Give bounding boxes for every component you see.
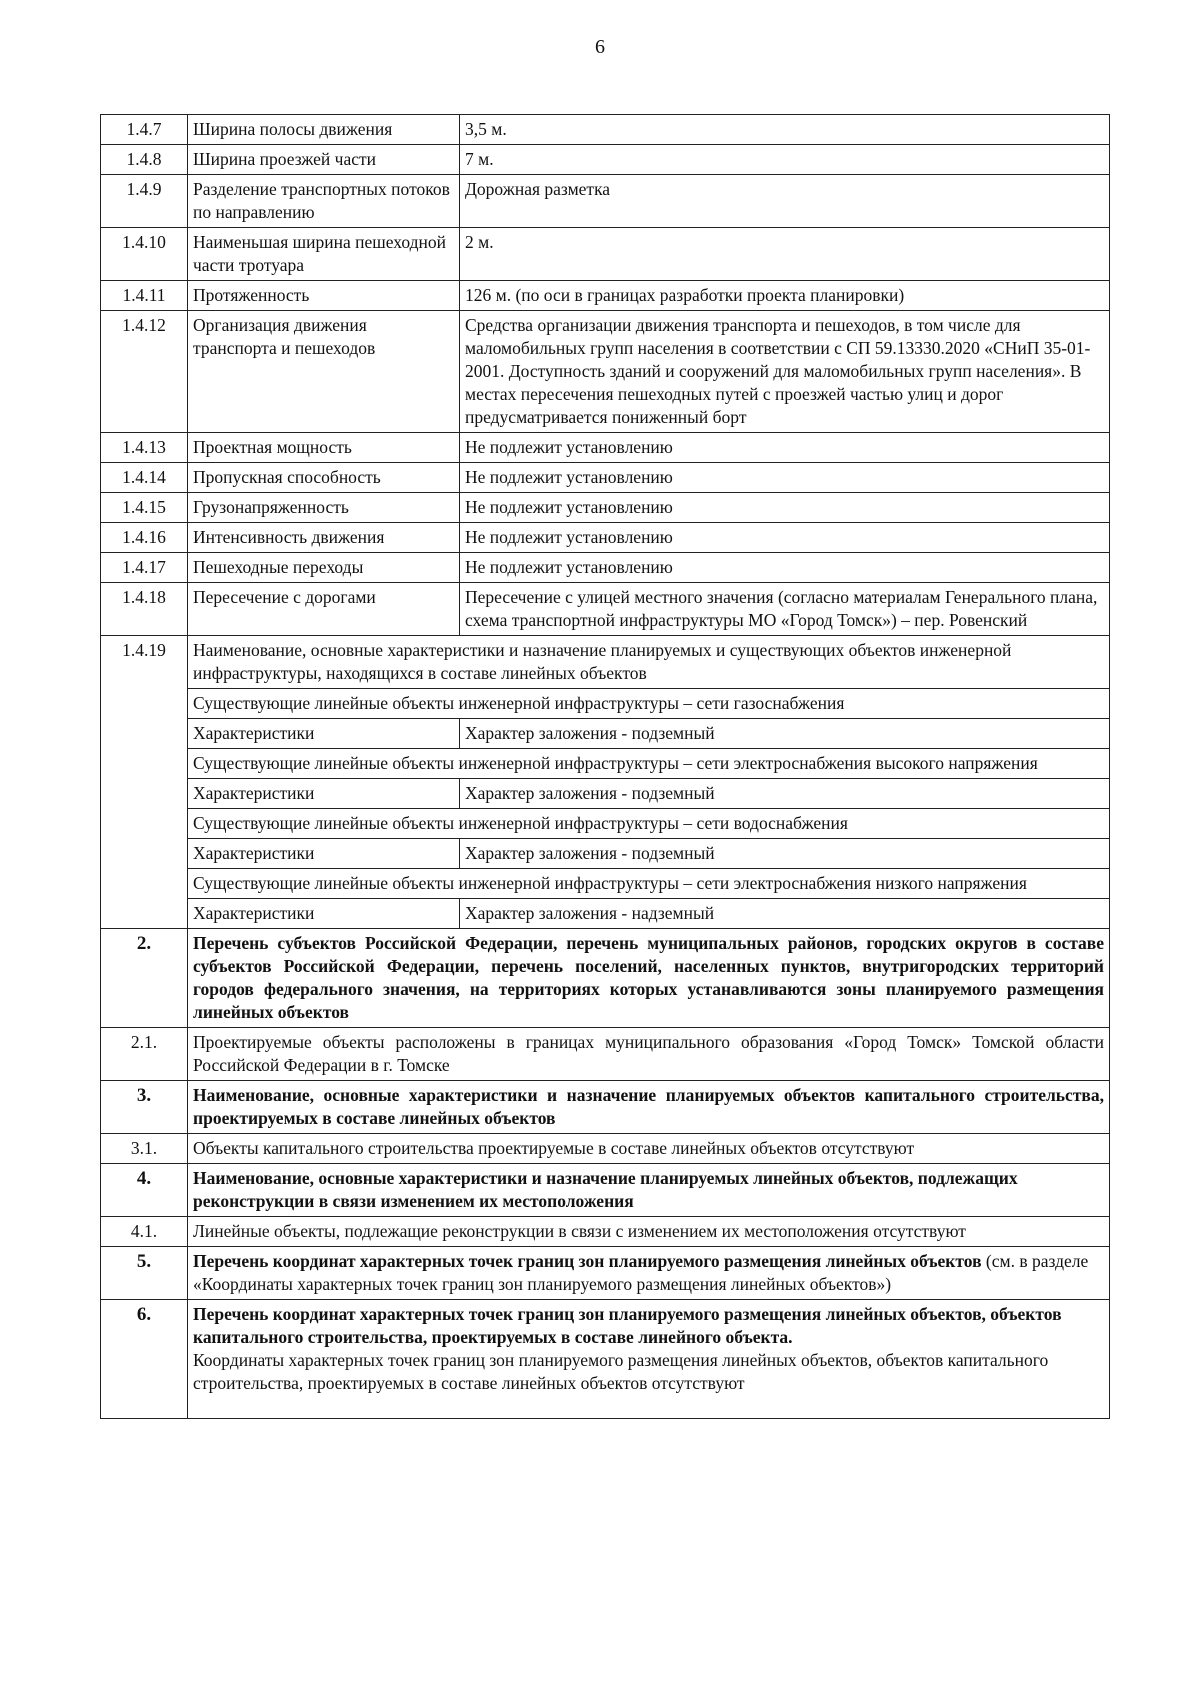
table-row	[101, 228, 1110, 281]
table-row	[101, 311, 1110, 433]
row-number: 1.4.8	[101, 145, 188, 175]
table-row	[101, 636, 1110, 689]
row-label: Ширина полосы движения	[188, 115, 460, 145]
row-number: 1.4.14	[101, 463, 188, 493]
section-title: Перечень субъектов Российской Федерации, перечень муниципальных районов, городских округов в составе субъектов Российской Федерации, перечень поселений, населенных пунктов, внутригородских территорий городов федерального значения, на территориях которых устанавливаются зоны планируемого размещения линейных объектов	[188, 929, 1110, 1028]
row-label: Протяженность	[188, 281, 460, 311]
network-title: Существующие линейные объекты инженерной инфраструктуры – сети электроснабжения высокого напряжения	[188, 749, 1110, 779]
characteristics-label: Характеристики	[188, 839, 460, 869]
row-number: 1.4.16	[101, 523, 188, 553]
section-title	[188, 1247, 1110, 1300]
table-row	[101, 689, 1110, 719]
row-number: 1.4.17	[101, 553, 188, 583]
row-value: 7 м.	[460, 145, 1110, 175]
section-title-bold: Перечень координат характерных точек границ зон планируемого размещения линейных объектов	[193, 1251, 982, 1271]
row-label: Организация движения транспорта и пешеходов	[188, 311, 460, 433]
row-number: 1.4.7	[101, 115, 188, 145]
section-title	[188, 1300, 1110, 1419]
row-value: 2 м.	[460, 228, 1110, 281]
section-title: Наименование, основные характеристики и назначение планируемых объектов капитального строительства, проектируемых в составе линейных объектов	[188, 1081, 1110, 1134]
row-number: 1.4.10	[101, 228, 188, 281]
row-value: Пересечение с улицей местного значения (согласно материалам Генерального плана, схема транспортной инфраструктуры МО «Город Томск») – пер. Ровенский	[460, 583, 1110, 636]
row-value: Не подлежит установлению	[460, 493, 1110, 523]
table-row	[101, 779, 1110, 809]
table-row	[101, 281, 1110, 311]
row-number: 1.4.11	[101, 281, 188, 311]
row-number: 2.1.	[101, 1028, 188, 1081]
section-title-rest: (см. в разделе «Координаты характерных точек границ зон планируемого размещения линейных объектов»)	[193, 1251, 1089, 1294]
table-row	[101, 1028, 1110, 1081]
table-row	[101, 839, 1110, 869]
page-number: 6	[595, 36, 605, 58]
characteristics-value: Характер заложения - подземный	[460, 779, 1110, 809]
row-value: Не подлежит установлению	[460, 553, 1110, 583]
table-row	[101, 749, 1110, 779]
table-row	[101, 115, 1110, 145]
section-number: 4.	[101, 1164, 188, 1217]
row-number: 3.1.	[101, 1134, 188, 1164]
row-number: 1.4.9	[101, 175, 188, 228]
network-title: Существующие линейные объекты инженерной инфраструктуры – сети электроснабжения низкого напряжения	[188, 869, 1110, 899]
table-row	[101, 809, 1110, 839]
section-text: Координаты характерных точек границ зон планируемого размещения линейных объектов, объектов капитального строительства, проектируемых в составе линейных объектов отсутствуют	[193, 1350, 1049, 1393]
network-title: Существующие линейные объекты инженерной инфраструктуры – сети газоснабжения	[188, 689, 1110, 719]
row-value: 3,5 м.	[460, 115, 1110, 145]
table-row	[101, 463, 1110, 493]
row-value: 126 м. (по оси в границах разработки проекта планировки)	[460, 281, 1110, 311]
row-number: 1.4.13	[101, 433, 188, 463]
table-row	[101, 899, 1110, 929]
engineering-heading: Наименование, основные характеристики и назначение планируемых и существующих объектов инженерной инфраструктуры, находящихся в составе линейных объектов	[188, 636, 1110, 689]
row-number: 4.1.	[101, 1217, 188, 1247]
table-row	[101, 433, 1110, 463]
row-text: Линейные объекты, подлежащие реконструкции в связи с изменением их местоположения отсутствуют	[188, 1217, 1110, 1247]
characteristics-value: Характер заложения - надземный	[460, 899, 1110, 929]
row-label: Ширина проезжей части	[188, 145, 460, 175]
row-value: Не подлежит установлению	[460, 433, 1110, 463]
section-row	[101, 1300, 1110, 1419]
row-value: Средства организации движения транспорта и пешеходов, в том числе для маломобильных групп населения в соответствии с СП 59.13330.2020 «СНиП 35-01-2001. Доступность зданий и сооружений для маломобильных групп населения». В местах пересечения пешеходных путей с проезжей частью улиц и дорог предусматривается пониженный борт	[460, 311, 1110, 433]
section-row	[101, 1247, 1110, 1300]
table-row	[101, 553, 1110, 583]
table-row	[101, 869, 1110, 899]
row-number: 1.4.15	[101, 493, 188, 523]
table-row	[101, 145, 1110, 175]
characteristics-label: Характеристики	[188, 719, 460, 749]
row-value: Не подлежит установлению	[460, 523, 1110, 553]
row-value: Дорожная разметка	[460, 175, 1110, 228]
row-label: Пересечение с дорогами	[188, 583, 460, 636]
table-row	[101, 523, 1110, 553]
section-number: 6.	[101, 1300, 188, 1419]
table-row	[101, 175, 1110, 228]
section-row	[101, 1164, 1110, 1217]
table-row	[101, 1134, 1110, 1164]
section-number: 5.	[101, 1247, 188, 1300]
section-number: 3.	[101, 1081, 188, 1134]
row-value: Не подлежит установлению	[460, 463, 1110, 493]
row-text: Объекты капитального строительства проектируемые в составе линейных объектов отсутствуют	[188, 1134, 1110, 1164]
row-text: Проектируемые объекты расположены в границах муниципального образования «Город Томск» Томской области Российской Федерации в г. Томске	[188, 1028, 1110, 1081]
row-number: 1.4.12	[101, 311, 188, 433]
row-label: Разделение транспортных потоков по направлению	[188, 175, 460, 228]
characteristics-label: Характеристики	[188, 779, 460, 809]
section-row	[101, 929, 1110, 1028]
table-row	[101, 719, 1110, 749]
section-row	[101, 1081, 1110, 1134]
row-label: Пешеходные переходы	[188, 553, 460, 583]
network-title: Существующие линейные объекты инженерной инфраструктуры – сети водоснабжения	[188, 809, 1110, 839]
section-title-bold: Перечень координат характерных точек границ зон планируемого размещения линейных объектов, объектов капитального строительства, проектируемых в составе линейного объекта.	[193, 1304, 1062, 1347]
characteristics-value: Характер заложения - подземный	[460, 719, 1110, 749]
row-label: Проектная мощность	[188, 433, 460, 463]
characteristics-label: Характеристики	[188, 899, 460, 929]
table-row	[101, 493, 1110, 523]
row-label: Пропускная способность	[188, 463, 460, 493]
characteristics-value: Характер заложения - подземный	[460, 839, 1110, 869]
row-label: Наименьшая ширина пешеходной части тротуара	[188, 228, 460, 281]
table-row	[101, 583, 1110, 636]
row-label: Грузонапряженность	[188, 493, 460, 523]
section-title: Наименование, основные характеристики и назначение планируемых линейных объектов, подлежащих реконструкции в связи изменением их местоположения	[188, 1164, 1110, 1217]
row-label: Интенсивность движения	[188, 523, 460, 553]
parameters-table	[100, 114, 1110, 1419]
section-number: 2.	[101, 929, 188, 1028]
table-row	[101, 1217, 1110, 1247]
row-number: 1.4.19	[101, 636, 188, 929]
row-number: 1.4.18	[101, 583, 188, 636]
